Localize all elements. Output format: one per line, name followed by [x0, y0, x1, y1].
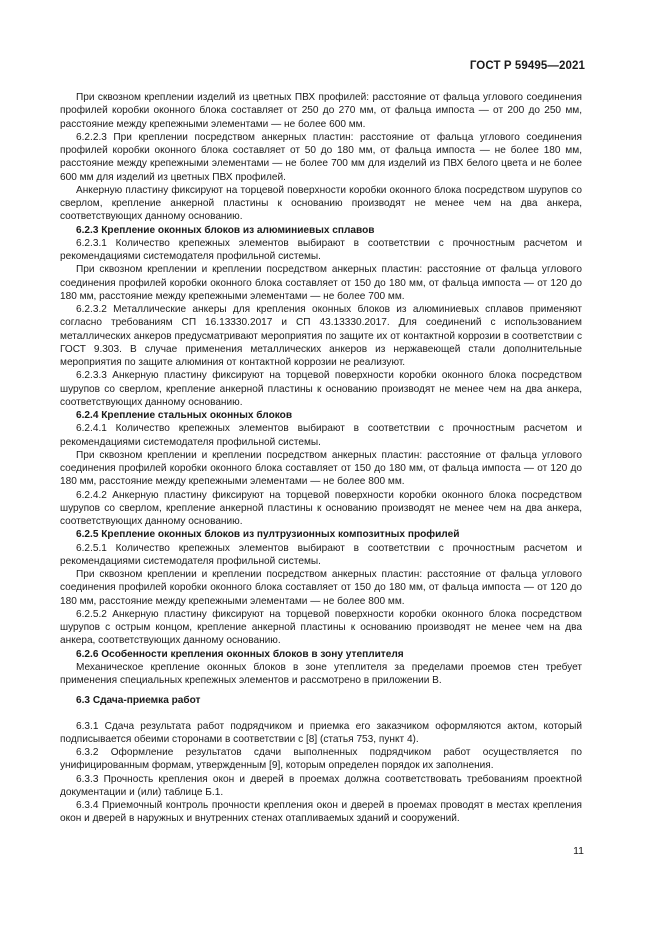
paragraph: При сквозном креплении изделий из цветных ПВХ профилей: расстояние от фальца углового соединения профилей коробки оконного блока составляет от 250 до 270 мм, от фальца импоста — от 200 до 250 мм, расстояние между крепежными элементами — не более 600 мм. — [60, 92, 582, 130]
page-number: 11 — [573, 845, 584, 857]
section-heading-6-3: 6.3 Сдача-приемка работ — [76, 695, 201, 707]
paragraph: При сквозном креплении и креплении посредством анкерных пластин: расстояние от фальца углового соединения профилей коробки оконного блока составляет от 150 до 180 мм, от фальца импоста — от 120 до 180 мм, расстояние между крепежными элементами — не более 700 мм. — [60, 264, 582, 302]
paragraph-6-2-3-1: 6.2.3.1 Количество крепежных элементов выбирают в соответствии с прочностным расчетом и рекомендациями системодателя профильной системы. — [60, 237, 582, 262]
paragraph-6-3-3: 6.3.3 Прочность крепления окон и дверей в проемах должна соответствовать требованиям проектной документации и (или) таблице Б.1. — [60, 773, 582, 798]
paragraph-6-2-5-1: 6.2.5.1 Количество крепежных элементов выбирают в соответствии с прочностным расчетом и рекомендациями системодателя профильной системы. — [60, 542, 582, 567]
paragraph: Механическое крепление оконных блоков в зоне утеплителя за пределами проемов стен требует применения специальных крепежных элементов и рассмотрено в приложении В. — [60, 661, 582, 686]
paragraph-6-2-2-3: 6.2.2.3 При креплении посредством анкерных пластин: расстояние от фальца углового соединения профилей коробки оконного блока составляет от 50 до 180 мм, от фальца импоста — не более 180 мм, расстояние между крепежными элементами — не более 700 мм для изделий из ПВХ белого цвета и не более 600 мм для изделий из цветных ПВХ профилей. — [60, 131, 582, 183]
paragraph-6-2-3-2: 6.2.3.2 Металлические анкеры для крепления оконных блоков из алюминиевых сплавов применяют согласно требованиям СП 16.13330.2017 и СП 43.13330.2017. Для соединений с использованием металлических анкеров предусматривают мероприятия по защите их от контактной коррозии в соответствии с ГОСТ 9.303. В случае применения металлических анкеров из нержавеющей стали дополнительные мероприятия по защите алюминия от контактной коррозии не реализуют. — [60, 304, 582, 368]
section-heading-6-2-6: 6.2.6 Особенности крепления оконных блоков в зону утеплителя — [76, 648, 404, 660]
paragraph-6-2-3-3: 6.2.3.3 Анкерную пластину фиксируют на торцевой поверхности коробки оконного блока посредством шурупов со сверлом, крепление анкерной пластины к основанию производят не менее чем на два анкера, соответствующих данному основанию. — [60, 370, 582, 408]
paragraph-6-3-2: 6.3.2 Оформление результатов сдачи выполненных подрядчиком работ осуществляется по унифицированным формам, утвержденным [9], которым определен порядок их заполнения. — [60, 747, 582, 772]
paragraph: При сквозном креплении и креплении посредством анкерных пластин: расстояние от фальца углового соединения профилей коробки оконного блока составляет от 150 до 180 мм, от фальца импоста — от 120 до 180 мм, расстояние между крепежными элементами — не более 800 мм. — [60, 449, 582, 488]
paragraph-6-3-1: 6.3.1 Сдача результата работ подрядчиком и приемка его заказчиком оформляются актом, который подписывается обеими сторонами в соответствии с [8] (статья 753, пункт 4). — [60, 720, 582, 745]
section-heading-6-2-3: 6.2.3 Крепление оконных блоков из алюминиевых сплавов — [76, 224, 375, 236]
section-heading-6-2-4: 6.2.4 Крепление стальных оконных блоков — [76, 410, 293, 421]
section-heading-6-2-5: 6.2.5 Крепление оконных блоков из пултрузионных композитных профилей — [76, 529, 460, 541]
page-body — [60, 91, 582, 826]
paragraph: При сквозном креплении и креплении посредством анкерных пластин: расстояние от фальца углового соединения профилей коробки оконного блока составляет от 150 до 180 мм, от фальца импоста — от 120 до 180 мм, расстояние между крепежными элементами — не более 800 мм. — [60, 569, 582, 607]
paragraph-6-2-5-2: 6.2.5.2 Анкерную пластину фиксируют на торцевой поверхности коробки оконного блока посредством шурупов с острым концом, крепление анкерной пластины к основанию производят не менее чем на два анкера, соответствующих данному основанию. — [60, 608, 582, 647]
paragraph-6-2-4-1: 6.2.4.1 Количество крепежных элементов выбирают в соответствии с прочностным расчетом и рекомендациями системодателя профильной системы. — [60, 423, 582, 448]
paragraph-6-2-4-2: 6.2.4.2 Анкерную пластину фиксируют на торцевой поверхности коробки оконного блока посредством шурупов со сверлом, крепление анкерной пластины к основанию производят не менее чем на два анкера, соответствующих данному основанию. — [60, 489, 582, 527]
document-code: ГОСТ Р 59495—2021 — [469, 60, 585, 72]
paragraph-6-3-4: 6.3.4 Приемочный контроль прочности крепления окон и дверей в проемах проводят в местах крепления окон и дверей в наружных и внутренних стенах отапливаемых зданий и сооружений. — [60, 800, 582, 825]
paragraph: Анкерную пластину фиксируют на торцевой поверхности коробки оконного блока посредством шурупов со сверлом, крепление анкерной пластины к основанию производят не менее чем на два анкера, соответствующих данному основанию. — [60, 184, 582, 223]
